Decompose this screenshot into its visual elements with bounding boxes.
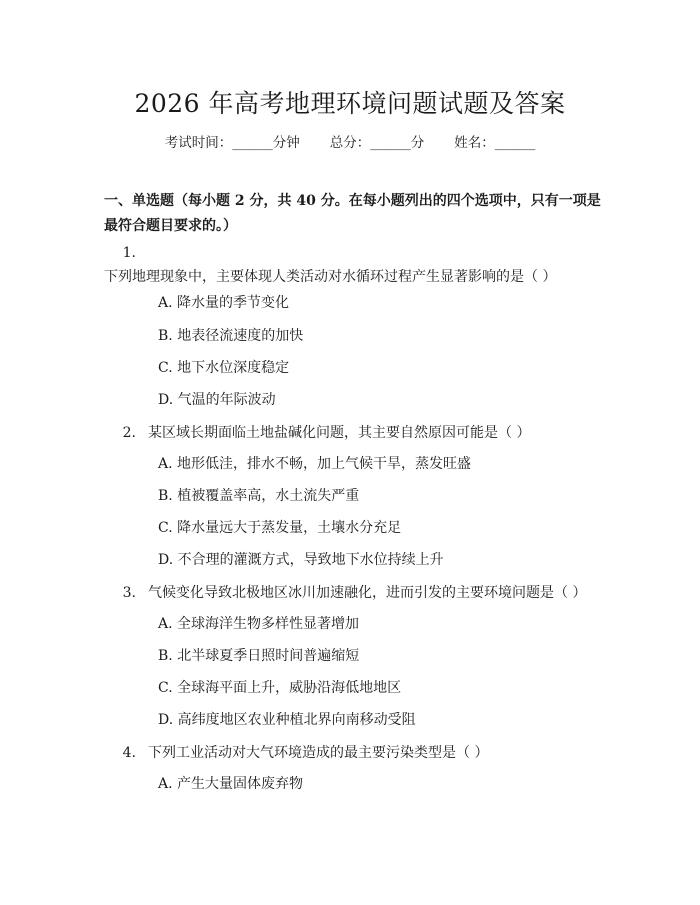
exam-time-label: 考试时间：______分钟	[164, 135, 300, 151]
option-4a: A. 产生大量固体废弃物	[158, 776, 304, 792]
option-3c: C. 全球海平面上升，威胁沿海低地地区	[158, 680, 402, 696]
student-name-label: 姓名：______	[454, 135, 536, 151]
option-3a: A. 全球海洋生物多样性显著增加	[158, 616, 360, 632]
question-stem: 气候变化导致北极地区冰川加速融化，进而引发的主要环境问题是（ ）	[148, 585, 587, 601]
question-number: 4.	[122, 745, 136, 761]
question-1	[104, 241, 594, 289]
option-2d: D. 不合理的灌溉方式，导致地下水位持续上升	[158, 552, 444, 568]
option-2a: A. 地形低洼，排水不畅，加上气候干旱，蒸发旺盛	[158, 456, 472, 472]
question-stem: 下列地理现象中，主要体现人类活动对水循环过程产生显著影响的是（ ）	[104, 269, 557, 285]
page-title: 2026 年高考地理环境问题试题及答案	[134, 89, 566, 118]
option-1d: D. 气温的年际波动	[158, 392, 276, 408]
question-2	[104, 421, 594, 445]
question-stem: 下列工业活动对大气环境造成的最主要污染类型是（ ）	[148, 745, 489, 761]
option-3b: B. 北半球夏季日照时间普遍缩短	[158, 648, 360, 664]
total-score-label: 总分：______分	[329, 135, 425, 151]
question-stem: 某区域长期面临土地盐碱化问题，其主要自然原因可能是（ ）	[148, 425, 531, 441]
question-number: 1.	[122, 245, 136, 261]
exam-meta	[0, 131, 700, 151]
option-1b: B. 地表径流速度的加快	[158, 328, 304, 344]
option-2b: B. 植被覆盖率高，水土流失严重	[158, 488, 360, 504]
question-number: 2.	[122, 425, 136, 441]
option-3d: D. 高纬度地区农业种植北界向南移动受阻	[158, 712, 416, 728]
question-number: 3.	[122, 585, 136, 601]
section-heading: 一、单选题（每小题 2 分，共 40 分。在每小题列出的四个选项中，只有一项是最符合题目要求的。）	[104, 193, 601, 234]
question-3	[104, 581, 594, 605]
question-4	[104, 741, 594, 765]
option-1a: A. 降水量的季节变化	[158, 295, 290, 311]
option-1c: C. 地下水位深度稳定	[158, 360, 290, 376]
option-2c: C. 降水量远大于蒸发量，土壤水分充足	[158, 520, 402, 536]
